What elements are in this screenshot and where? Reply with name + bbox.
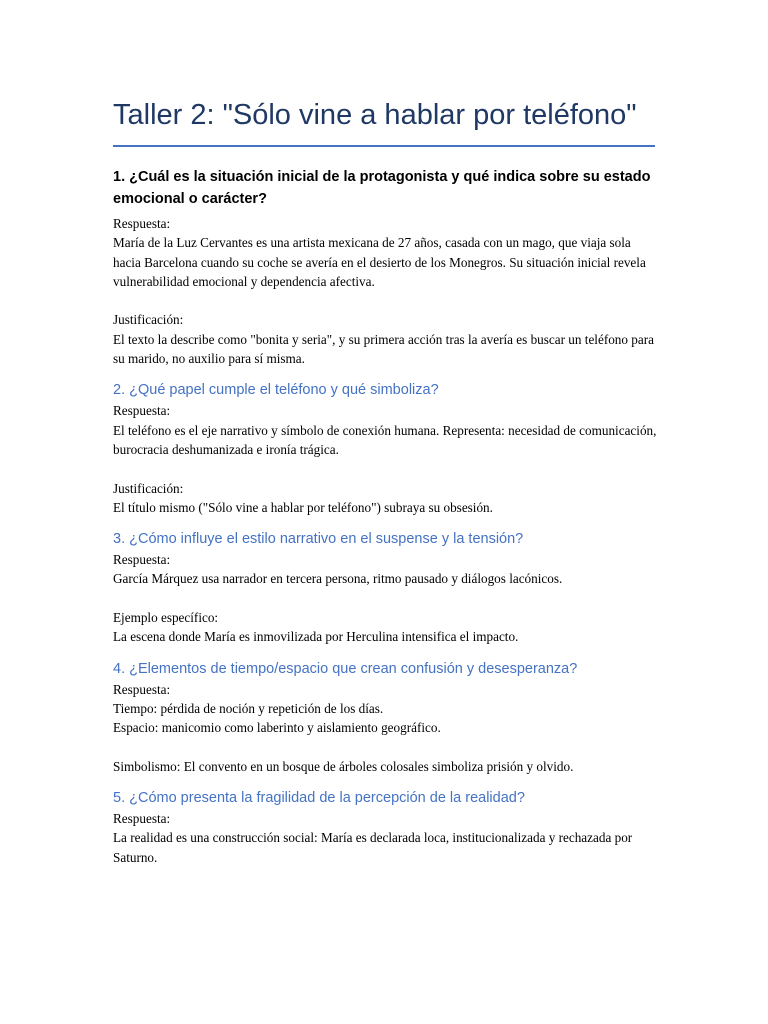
- paragraph-gap: [113, 291, 658, 310]
- answer-label-5: Respuesta:: [113, 811, 171, 827]
- answer-text-3: García Márquez usa narrador en tercera persona, ritmo pausado y diálogos lacónicos.: [113, 571, 563, 587]
- question-5: 5. ¿Cómo presenta la fragilidad de la percepción de la realidad?: [113, 790, 525, 807]
- title-divider: [113, 145, 655, 147]
- justification-label-2: Justificación:: [113, 480, 184, 496]
- document-title: Taller 2: "Sólo vine a hablar por teléfono": [113, 99, 637, 131]
- question-3: 3. ¿Cómo influye el estilo narrativo en el suspense y la tensión?: [113, 531, 524, 548]
- answer-text-5: La realidad es una construcción social: María es declarada loca, institucionalizada y rechazada por Saturno.: [113, 830, 633, 865]
- question-2: 2. ¿Qué papel cumple el teléfono y qué simboliza?: [113, 382, 439, 399]
- example-label-3: Ejemplo específico:: [113, 610, 219, 626]
- section-3: [113, 528, 658, 646]
- justification-text-2: El título mismo ("Sólo vine a hablar por teléfono") subraya su obsesión.: [113, 499, 493, 515]
- question-1: 1. ¿Cuál es la situación inicial de la protagonista y qué indica sobre su estado emocional o carácter?: [113, 169, 651, 207]
- paragraph-gap: [113, 459, 658, 478]
- paragraph-gap: [113, 738, 658, 757]
- answer-label-1: Respuesta:: [113, 216, 171, 231]
- justification-text-1: El texto la describe como "bonita y seria", y su primera acción tras la avería es buscar un teléfono para su marido, no auxilio para sí misma.: [113, 331, 654, 367]
- answer-text-2: El teléfono es el eje narrativo y símbolo de conexión humana. Representa: necesidad de comunicación, burocracia deshumanizada e ironía trágica.: [113, 422, 657, 457]
- answer-text-1: María de la Luz Cervantes es una artista mexicana de 27 años, casada con un mago, que viaja sola hacia Barcelona cuando su coche se avería en el desierto de los Monegros. Su situación inicial revela vulnerabilidad emocional y dependencia afectiva.: [113, 235, 646, 289]
- example-text-3: La escena donde María es inmovilizada por Herculina intensifica el impacto.: [113, 629, 519, 645]
- justification-label-1: Justificación:: [113, 312, 184, 328]
- answer-label-4: Respuesta:: [113, 681, 171, 697]
- answer-space-line: Espacio: manicomio como laberinto y aislamiento geográfico.: [113, 720, 441, 736]
- answer-label-3: Respuesta:: [113, 552, 171, 568]
- symbolism-text-4: Simbolismo: El convento en un bosque de árboles colosales simboliza prisión y olvido.: [113, 758, 574, 774]
- section-2: [113, 379, 658, 517]
- section-5: [113, 787, 658, 867]
- section-1: [113, 166, 658, 368]
- paragraph-gap: [113, 589, 658, 608]
- answer-label-2: Respuesta:: [113, 403, 171, 419]
- question-4: 4. ¿Elementos de tiempo/espacio que crean confusión y desesperanza?: [113, 660, 578, 677]
- section-4: [113, 658, 658, 776]
- document-content: [113, 94, 658, 867]
- answer-time-line: Tiempo: pérdida de noción y repetición de los días.: [113, 700, 384, 716]
